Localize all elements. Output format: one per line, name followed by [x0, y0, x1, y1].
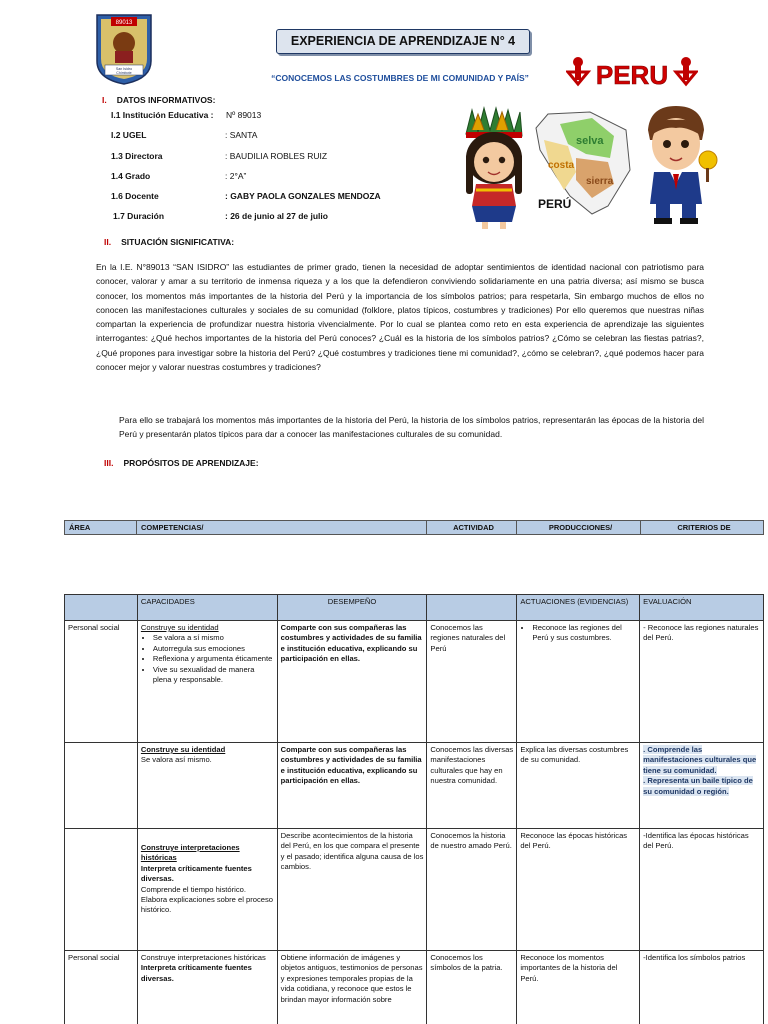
cell-desempeno: Comparte con sus compañeras las costumbres y actividades de su familia e institución educativa, explicando su participación en ellas.	[277, 743, 427, 829]
school-crest-logo	[93, 13, 155, 85]
table-row	[65, 951, 764, 1024]
cell-desempeno: Describe acontecimientos de la historia del Perú, en los que compara el presente y el pasado; identifica alguna causa de los cambios.	[277, 829, 427, 951]
cell-evaluacion: - Reconoce las regiones naturales del Perú.	[640, 621, 764, 743]
cell-area: Personal social	[65, 951, 138, 1024]
header-producciones: PRODUCCIONES/	[517, 521, 641, 534]
table-row	[65, 743, 764, 829]
cell-evaluacion	[640, 743, 764, 829]
cell-actuacion	[517, 621, 640, 743]
header-criterios: CRITERIOS DE	[677, 523, 731, 532]
info-value: : 26 de junio al 27 de julio	[225, 211, 328, 221]
cell-area	[65, 829, 138, 951]
th-capacidades: CAPACIDADES	[137, 595, 277, 621]
situacion-paragraph-2: Para ello se trabajará los momentos más importantes de la historia del Perú, la historia de los símbolos patrios, representarán las épocas de la historia del Perú y presentarán platos típicos para dar a conocer las manifestaciones culturales de su comunidad.	[119, 415, 704, 440]
map-label-peru: PERÚ	[538, 197, 572, 211]
section-label: PROPÓSITOS DE APRENDIZAJE:	[123, 458, 259, 468]
cell-area	[65, 743, 138, 829]
cap-title: Construye su identidad	[140, 623, 219, 632]
section-number: III.	[104, 458, 114, 468]
th-actuaciones: ACTUACIONES (EVIDENCIAS)	[517, 595, 640, 621]
section-propositos-heading	[104, 458, 259, 468]
th-evaluacion: EVALUACIÓN	[640, 595, 764, 621]
page-title: EXPERIENCIA DE APRENDIZAJE N° 4	[276, 29, 530, 54]
cell-evaluacion: -Identifica los símbolos patrios	[640, 951, 764, 1024]
cell-actuacion: Explica las diversas costumbres de su comunidad.	[517, 743, 640, 829]
cell-actuacion: Reconoce las épocas históricas del Perú.	[517, 829, 640, 951]
cell-actividad: Conocemos la historia de nuestro amado Perú.	[427, 829, 517, 951]
cell-desempeno: Obtiene información de imágenes y objetos antiguos, testimonios de personas y expresiones temporales propias de la vida cotidiana, y reconoce que estos le brindan mayor información sobre	[277, 951, 427, 1024]
cap-title: Construye interpretaciones históricas	[140, 843, 240, 863]
page-subtitle: “CONOCEMOS LAS COSTUMBRES DE MI COMUNIDAD Y PAÍS”	[271, 73, 529, 83]
map-label-costa: costa	[548, 160, 575, 171]
cell-capacidades	[137, 621, 277, 743]
section-datos-heading	[102, 95, 215, 105]
section-number: II.	[104, 237, 112, 247]
section-label: DATOS INFORMATIVOS:	[116, 95, 216, 105]
propositos-table	[64, 594, 764, 1024]
list-item: • Reconoce las regiones del Perú y sus costumbres.	[532, 623, 636, 644]
cap-title: Construye interpretaciones históricas	[140, 953, 266, 962]
svg-text:San Isidro: San Isidro	[115, 67, 133, 71]
cell-actividad: Conocemos los símbolos de la patria.	[427, 951, 517, 1024]
cell-actividad: Conocemos las regiones naturales del Perú	[427, 621, 517, 743]
map-label-selva: selva	[576, 135, 604, 147]
info-label: 1.6 Docente	[111, 191, 159, 201]
cell-capacidades	[137, 951, 277, 1024]
table-header-row	[65, 595, 764, 621]
section-label: SITUACIÓN SIGNIFICATIVA:	[121, 237, 235, 247]
cell-capacidades	[137, 829, 277, 951]
info-label: I.2 UGEL	[111, 130, 147, 140]
peru-banner-decoration	[566, 52, 698, 92]
section-number: I.	[102, 95, 107, 105]
list-item: • Reflexiona y argumenta éticamente	[153, 654, 274, 664]
cap-text: Interpreta críticamente fuentes diversas.	[140, 863, 252, 884]
th-actividad	[427, 595, 517, 621]
info-label: 1.4 Grado	[111, 171, 151, 181]
list-item: • Vive su sexualidad de manera plena y responsable.	[153, 665, 274, 686]
th-area	[65, 595, 138, 621]
info-value: Nº 89013	[226, 110, 262, 120]
crest-number: 89013	[115, 20, 133, 26]
cell-actividad: Conocemos las diversas manifestaciones culturales que hay en nuestra comunidad.	[427, 743, 517, 829]
cell-capacidades	[137, 743, 277, 829]
propositos-header-strip	[64, 520, 764, 535]
info-label: 1.3 Directora	[111, 151, 163, 161]
info-value: : GABY PAOLA GONZALES MENDOZA	[225, 191, 381, 201]
cap-text: Se valora así mismo.	[140, 755, 212, 765]
cap-text: Interpreta críticamente fuentes diversas.	[140, 963, 252, 983]
girl-costume-illustration	[452, 106, 534, 230]
th-desempeno: DESEMPEÑO	[277, 595, 427, 621]
table-row	[65, 621, 764, 743]
cell-desempeno: Comparte con sus compañeras las costumbres y actividades de su familia e institución educativa, explicando su participación en ellas.	[277, 621, 427, 743]
info-label: 1.7 Duración	[113, 211, 165, 221]
table-row	[65, 829, 764, 951]
info-label: I.1 Institución Educativa :	[111, 110, 214, 120]
cell-actuacion: Reconoce los momentos importantes de la historia del Perú.	[517, 951, 640, 1024]
info-value: : 2°A”	[225, 171, 247, 181]
boy-costume-illustration	[636, 100, 718, 228]
cell-area: Personal social	[65, 621, 138, 743]
cap-title: Construye su identidad	[140, 745, 226, 754]
cap-list	[141, 633, 274, 685]
info-value: : BAUDILIA ROBLES RUIZ	[225, 151, 328, 161]
evaluacion-line-1: . Comprende las manifestaciones culturales que tiene su comunidad.	[643, 745, 757, 775]
list-item: • Se valora a sí mismo	[153, 633, 274, 643]
header-area: ÁREA	[65, 521, 137, 534]
cell-evaluacion: -Identifica las épocas históricas del Perú.	[640, 829, 764, 951]
cap-text: Comprende el tiempo histórico.	[140, 884, 246, 894]
cap-text: Elabora explicaciones sobre el proceso histórico.	[140, 895, 274, 915]
situacion-paragraph-1: En la I.E. N°89013 “SAN ISIDRO” las estudiantes de primer grado, tienen la necesidad de adoptar sentimientos de identidad nacional con patriotismo para conocer, valorar y amar a su territorio de inmensa riqueza y a los que la defendieron conviviendo solidariamente en una patria diversa; así mismo se busca conocer, los momentos más importantes de la historia del Perú y la importancia de los símbolos patrios; para respetarla, Sin embargo muchos de ellos no conocen las manifestaciones culturales y sociales de su comunidad (folklore, platos típicos, costumbres y tradiciones) Por ello queremos que nuestras niñas compartan la experiencia de profundizar nuestra historia vivencialmente. Por lo cual se plantea como reto en esta experiencia de aprendizaje las siguientes interrogantes: ¿Qué hechos importantes de la historia del Perú conoces? ¿Cuál es la historia de los símbolos patrios? ¿Cómo se celebran las fiestas patrias?, ¿Qué propones para investigar sobre la historia del Perú? ¿Qué costumbres y tradiciones tiene mi comunidad?, ¿cómo se celebran?, ¿qué podemos hacer para conocer mejor y valorar nuestras costumbres y tradiciones?	[96, 262, 704, 373]
header-actividad: ACTIVIDAD	[427, 521, 517, 534]
list-item: • Autorregula sus emociones	[153, 644, 274, 654]
peru-regions-map-illustration	[530, 110, 634, 218]
header-competencias: COMPETENCIAS/	[137, 521, 427, 534]
info-value: : SANTA	[225, 130, 258, 140]
evaluacion-line-2: . Representa un baile típico de su comunidad o región.	[643, 776, 753, 796]
section-situacion-heading	[104, 237, 234, 247]
peru-banner-text: PERU	[595, 60, 669, 90]
svg-text:Chimbote: Chimbote	[116, 71, 132, 75]
map-label-sierra: sierra	[586, 176, 614, 187]
